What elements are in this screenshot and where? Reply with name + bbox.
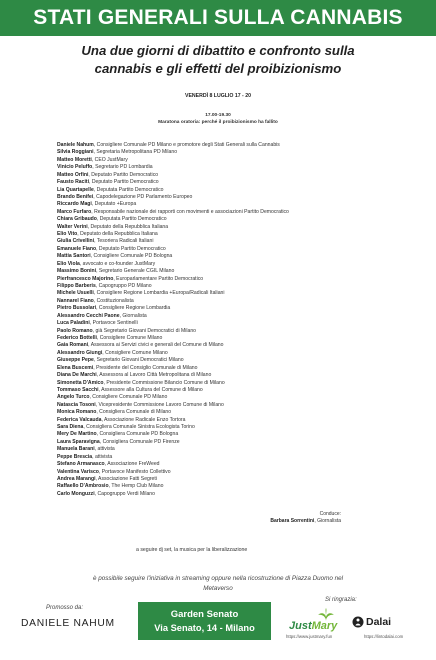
speaker-name: Michele Usuelli bbox=[57, 290, 94, 297]
speaker-row bbox=[57, 469, 377, 476]
speaker-row bbox=[57, 157, 377, 164]
speaker-name: Tommaso Sacchi bbox=[57, 386, 99, 393]
speaker-row bbox=[57, 394, 377, 401]
speaker-row bbox=[57, 179, 377, 186]
moderator-label: Conduce: bbox=[319, 511, 341, 517]
speaker-name: Raffaello D'Ambrosio bbox=[57, 483, 109, 490]
speaker-name: Angelo Turco bbox=[57, 394, 90, 401]
speaker-name: Fausto Raciti bbox=[57, 179, 89, 186]
speaker-role: , Deputato +Europa bbox=[91, 201, 137, 208]
speaker-row bbox=[57, 246, 377, 253]
speaker-role: , Assessora al Lavoro Città Metropolitana di Milano bbox=[96, 372, 212, 379]
speaker-name: Filippo Barberis bbox=[57, 283, 96, 290]
speaker-role: , Consigliere Regione Lombardia bbox=[96, 305, 171, 312]
speaker-name: Valentina Varisco bbox=[57, 468, 99, 475]
dalai-wordmark: Dalai bbox=[366, 616, 392, 628]
speaker-role: , Capogruppo PD Milano bbox=[95, 283, 152, 290]
speaker-row bbox=[57, 483, 377, 490]
promoted-by-label: Promosso da: bbox=[46, 605, 84, 611]
speaker-role: , Presidente del Consiglio Comunale di Milano bbox=[93, 364, 198, 371]
speaker-row bbox=[57, 238, 377, 245]
speaker-name: Federico Bottelli bbox=[57, 334, 97, 341]
speaker-name: Marco Furfaro bbox=[57, 208, 92, 215]
speaker-name: Mattia Santori bbox=[57, 253, 91, 260]
speaker-role: , Deputato della Repubblica Italiana bbox=[87, 223, 169, 230]
speaker-role: , Consigliere Comune Milano bbox=[96, 334, 163, 341]
speaker-row bbox=[57, 380, 377, 387]
speaker-row bbox=[57, 342, 377, 349]
speaker-name: Carlo Monguzzi bbox=[57, 490, 95, 497]
speaker-row bbox=[57, 439, 377, 446]
speaker-role: , The Hemp Club Milano bbox=[108, 483, 164, 490]
speaker-name: Chiara Gribaudo bbox=[57, 216, 97, 223]
speaker-role: , Consigliere Comunale PD Milano e promotore degli Stati Generali sulla Cannabis bbox=[93, 142, 280, 148]
speaker-name: Lia Quartapelle bbox=[57, 186, 94, 193]
speaker-row bbox=[57, 461, 377, 468]
speaker-row bbox=[57, 446, 377, 453]
venue-address: Via Senato, 14 - Milano bbox=[154, 623, 255, 633]
thanks-label: Si ringrazia: bbox=[325, 597, 357, 603]
speaker-name: Simonetta D'Amico bbox=[57, 379, 104, 386]
dalai-icon bbox=[352, 616, 364, 628]
speaker-row bbox=[57, 149, 377, 156]
speaker-name: Peppe Brescia bbox=[57, 453, 93, 460]
speaker-name: Giuseppe Pepe bbox=[57, 357, 94, 364]
speaker-name: Pietro Bussolari bbox=[57, 305, 97, 312]
speaker-role: , Assessora ai Servizi civici e generali del Comune di Milano bbox=[88, 342, 224, 349]
speaker-name: Sara Diena bbox=[57, 424, 84, 431]
speaker-role: , Assessore alla Cultura del Comune di Milano bbox=[98, 386, 203, 393]
speaker-role: , Europarlamentare Partito Democratico bbox=[113, 275, 204, 282]
speaker-row bbox=[57, 268, 377, 275]
speaker-role: , Portavoce Sentinelli bbox=[89, 320, 138, 327]
speaker-name: Elena Buscemi bbox=[57, 364, 94, 371]
speaker-name: Paolo Romano bbox=[57, 327, 93, 334]
streaming-line-1: è possibile seguire l'iniziativa in streaming oppure nella ricostruzione di Piazza Duomo nel bbox=[92, 575, 344, 582]
speaker-name: Massimo Bonini bbox=[57, 268, 97, 275]
speaker-row bbox=[57, 216, 377, 223]
speaker-row bbox=[57, 313, 377, 320]
speaker-row bbox=[57, 298, 377, 305]
speaker-name: Gaia Romani bbox=[57, 342, 89, 349]
speaker-row bbox=[57, 253, 377, 260]
speaker-role: , avvocato e co-founder JustMary bbox=[79, 260, 156, 267]
speaker-row bbox=[57, 261, 377, 268]
speaker-row bbox=[57, 402, 377, 409]
speaker-name: Matteo Orfini bbox=[57, 171, 89, 178]
speaker-role: , Portavoce Manifesto Collettivo bbox=[98, 468, 171, 475]
speaker-row bbox=[57, 424, 377, 431]
speaker-role: , Capodelegazione PD Parlamento Europeo bbox=[93, 193, 193, 200]
speaker-name: Alessandro Giungi bbox=[57, 349, 103, 356]
speaker-row bbox=[57, 357, 377, 364]
moderator-block bbox=[270, 511, 341, 524]
justmary-wordmark bbox=[289, 620, 337, 632]
justmary-word-b: Mary bbox=[311, 620, 338, 632]
streaming-line-2: Metaverso bbox=[203, 584, 233, 592]
venue-name: Garden Senato bbox=[170, 609, 239, 620]
event-subtitle bbox=[20, 42, 416, 78]
speaker-list bbox=[57, 142, 377, 498]
session-title: Maratona oratoria: perché il proibizionismo ha fallito bbox=[158, 120, 278, 125]
speaker-name: Pierfrancesco Majorino bbox=[57, 275, 114, 282]
speaker-role: , Tesoriera Radicali Italiani bbox=[94, 238, 154, 245]
speaker-role: , Costituzionalista bbox=[93, 297, 134, 304]
speaker-role: , Consigliera Comunale PD Firenze bbox=[99, 438, 180, 445]
speaker-name: Daniele Nahum bbox=[57, 142, 94, 148]
justmary-url[interactable]: https://www.justmary.fun bbox=[286, 634, 333, 639]
speaker-role: , attivista bbox=[94, 446, 115, 453]
speaker-name: Elio Viola bbox=[57, 260, 80, 267]
moderator-role: , Giornalista bbox=[314, 517, 341, 524]
speaker-name: Manuela Barani bbox=[57, 446, 95, 453]
speaker-row bbox=[57, 142, 377, 149]
speaker-role: , attivista bbox=[92, 453, 113, 460]
speaker-role: , Deputata Partito Democratico bbox=[93, 186, 164, 193]
justmary-logo bbox=[283, 608, 343, 634]
speaker-name: Mery De Martino bbox=[57, 431, 97, 438]
speaker-row bbox=[57, 224, 377, 231]
speaker-name: Diana De Marchi bbox=[57, 372, 97, 379]
speaker-role: , Deputato Partito Democratico bbox=[88, 179, 159, 186]
speaker-role: , Segretario Generale CGIL Milano bbox=[96, 268, 175, 275]
speaker-row bbox=[57, 417, 377, 424]
speaker-name: Stefano Armanasco bbox=[57, 461, 105, 468]
speaker-role: , Segretaria Metropolitana PD Milano bbox=[93, 149, 178, 156]
speaker-name: Monica Romano bbox=[57, 409, 97, 416]
speaker-role: , Associazione Fatti Segreti bbox=[95, 475, 157, 482]
speaker-row bbox=[57, 372, 377, 379]
promoter-name: DANIELE NAHUM bbox=[21, 618, 115, 629]
speaker-role: , Consigliera Comunale PD Bologna bbox=[96, 431, 179, 438]
speaker-role: , Deputato Partito Democratico bbox=[96, 245, 166, 252]
speaker-row bbox=[57, 387, 377, 394]
speaker-role: , Deputato della Repubblica Italiana bbox=[77, 231, 158, 238]
speaker-role: , Associazione Radicale Enzo Tortora bbox=[101, 416, 186, 423]
speaker-name: Alessandro Cecchi Paone bbox=[57, 312, 120, 319]
speaker-name: Andrea Marangi bbox=[57, 475, 96, 482]
speaker-row bbox=[57, 476, 377, 483]
speaker-name: Luca Paladini bbox=[57, 320, 90, 327]
speaker-name: Riccardo Magi bbox=[57, 201, 92, 208]
speaker-name: Giulia Crivellini bbox=[57, 238, 95, 245]
speaker-row bbox=[57, 209, 377, 216]
speaker-row bbox=[57, 491, 377, 498]
afterparty-note: a seguire dj set, la musica per la liberalizzazione bbox=[136, 547, 248, 553]
justmary-word-a: Just bbox=[289, 620, 312, 632]
speaker-role: , Consigliere Regione Lombardia +Europa/Radicali Italiani bbox=[93, 290, 225, 297]
speaker-row bbox=[57, 431, 377, 438]
speaker-name: Elio Vito bbox=[57, 231, 78, 238]
speaker-row bbox=[57, 276, 377, 283]
speaker-row bbox=[57, 320, 377, 327]
speaker-name: Emanuele Fiano bbox=[57, 245, 97, 252]
speaker-name: Silvia Roggiani bbox=[57, 149, 94, 156]
subtitle-line-2: cannabis e gli effetti del proibizionismo bbox=[94, 61, 342, 76]
speaker-row bbox=[57, 201, 377, 208]
speaker-row bbox=[57, 290, 377, 297]
speaker-row bbox=[57, 172, 377, 179]
speaker-name: Brando Benifei bbox=[57, 193, 94, 200]
speaker-name: Nannarel Fiano bbox=[57, 297, 94, 304]
speaker-role: , Associazione FreWeed bbox=[104, 461, 160, 468]
speaker-name: Federica Valcauda bbox=[57, 416, 102, 423]
speaker-role: , Consigliera Comunale di Milano bbox=[96, 409, 172, 416]
speaker-row bbox=[57, 454, 377, 461]
speaker-name: Matteo Moretti bbox=[57, 156, 92, 163]
speaker-row bbox=[57, 283, 377, 290]
speaker-row bbox=[57, 305, 377, 312]
speaker-row bbox=[57, 231, 377, 238]
session-time: 17.00-19.30 bbox=[205, 113, 231, 118]
streaming-note bbox=[40, 574, 396, 593]
dalai-url[interactable]: https://lintodalai.com bbox=[364, 634, 404, 639]
speaker-role: , Segretario PD Lombardia bbox=[92, 164, 153, 171]
speaker-role: , CEO JustMary bbox=[91, 156, 128, 163]
speaker-row bbox=[57, 194, 377, 201]
speaker-role: , Giornalista bbox=[119, 312, 147, 319]
speaker-role: , Capogruppo Verdi Milano bbox=[94, 490, 155, 497]
speaker-role: , Responsabile nazionale dei rapporti con movimenti e associazioni Partito Democratico bbox=[91, 208, 289, 215]
speaker-name: Vinicio Peluffo bbox=[57, 164, 93, 171]
moderator-name: Barbara Sorrentini bbox=[270, 517, 315, 524]
speaker-name: Laura Sparavigna bbox=[57, 438, 100, 445]
speaker-row bbox=[57, 350, 377, 357]
speaker-role: , Consigliera Comunale Sinistra Ecologista Torino bbox=[83, 424, 195, 431]
speaker-name: Walter Verini bbox=[57, 223, 88, 230]
speaker-role: , Deputato Partito Democratico bbox=[88, 171, 159, 178]
speaker-role: , già Segretario Giovani Democratici di Milano bbox=[92, 327, 197, 334]
speaker-role: , Presidente Commissione Bilancio Comune di Milano bbox=[103, 379, 225, 386]
speaker-row bbox=[57, 328, 377, 335]
speaker-role: , Consigliere Comunale PD Bologna bbox=[90, 253, 173, 260]
venue-box bbox=[138, 602, 271, 640]
speaker-role: , Consigliere Comunale PD Milano bbox=[89, 394, 168, 401]
event-title-banner: STATI GENERALI SULLA CANNABIS bbox=[0, 0, 436, 36]
speaker-row bbox=[57, 164, 377, 171]
speaker-name: Natascia Tosoni bbox=[57, 401, 96, 408]
subtitle-line-1: Una due giorni di dibattito e confronto sulla bbox=[81, 43, 355, 58]
speaker-role: , Deputata Partito Democratico bbox=[96, 216, 167, 223]
speaker-row bbox=[57, 409, 377, 416]
speaker-role: , Segretario Giovani Democratici Milano bbox=[93, 357, 184, 364]
speaker-row bbox=[57, 335, 377, 342]
speaker-row bbox=[57, 187, 377, 194]
speaker-role: , Consigliere Comune Milano bbox=[102, 349, 168, 356]
speaker-row bbox=[57, 365, 377, 372]
speaker-role: , Vicepresidente Commissione Lavoro Comune di Milano bbox=[95, 401, 224, 408]
event-date: VENERDÌ 8 LUGLIO 17 - 20 bbox=[184, 93, 251, 99]
